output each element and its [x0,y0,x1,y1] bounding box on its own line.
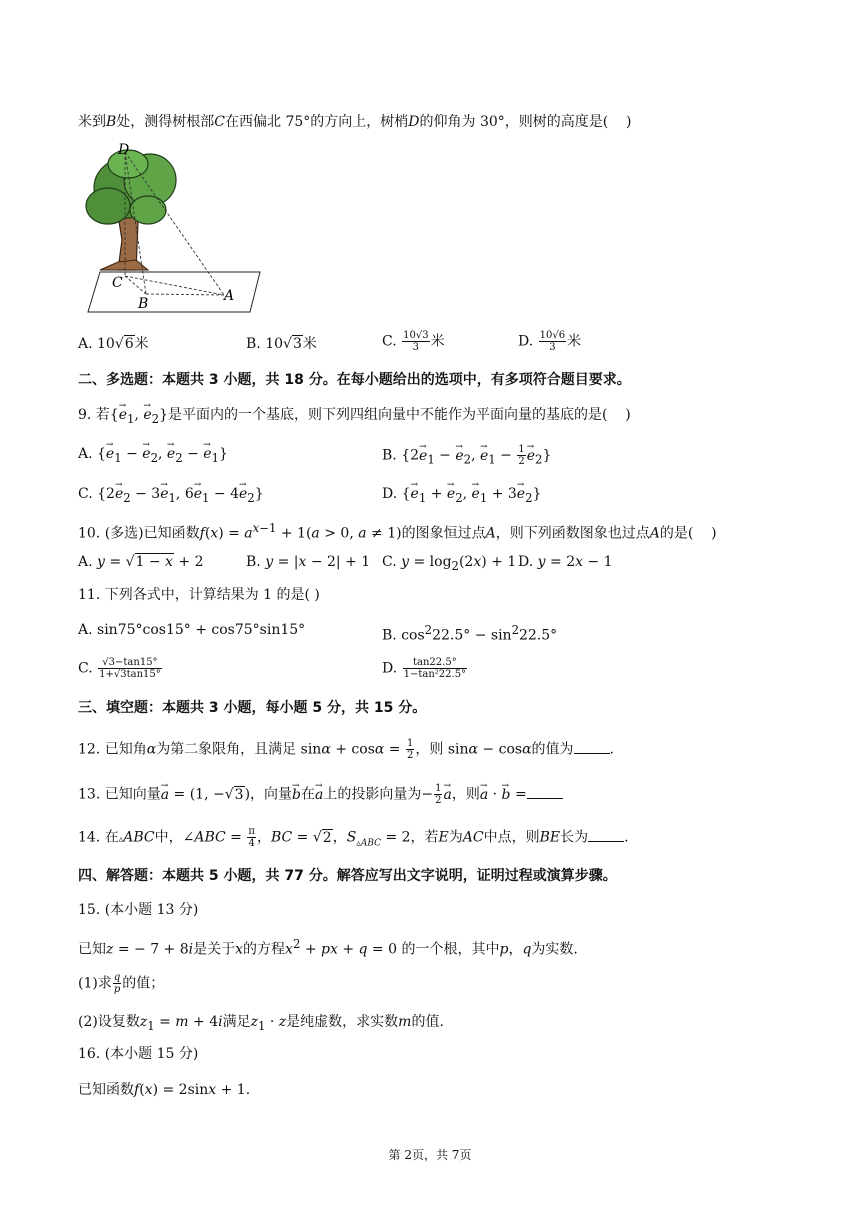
q10-stem: 10. (多选)已知函数$f(x) = a^{x-1} + 1(a > 0$, a ≠ 1)的图象恒过点A，则下列函数图象也过点A的是( ) [78,521,717,542]
q15-part1: (1)求 $\frac{q}{p}$ 的值； [78,972,165,995]
q10-option-c: C. $y = \log_2(2x) + 1$ [382,554,517,573]
q16-stem: 已知函数f(x) = 2sinx + 1. [78,1082,251,1098]
q14-stem: 14. 在▵ABC中，∠ABC = $\frac{\pi}{4}$ ，BC = √2，$S_{▵ABC} = 2$，若E为AC中点，则BE长为 . [78,826,629,849]
page-footer: 第 2页，共 7页 [388,1148,472,1162]
q9-option-c: C. {$2\to e_2 - 3\to e_1$, $6\to e_1 - 4\to e_2$} [78,484,264,508]
q10-option-d: D. y = 2x − 1 [518,554,613,570]
q11-option-c: C. $\frac{√3-\tan 15^\circ}{1+√3\tan 15^\circ}$ [78,657,161,680]
section-2-heading: 二、多选题：本题共 3 小题，共 18 分。在每小题给出的选项中，有多项符合题目要求。 [78,372,631,388]
q10-option-a: A. y = √1 − x + 2 [78,554,204,570]
q10-option-b: B. y = |x − 2| + 1 [246,554,371,570]
label-D: D [118,142,130,158]
q9-option-b: B. {$2\to e_1$ − → $e_2$, → $e_1$ − $\frac{1}{2}$ → $e_2$} [382,444,551,469]
q9-option-a: A. {→ $e_1$ − → $e_2$, → $e_2$ − → $e_1$} [78,444,228,468]
q11-option-d: D. $\frac{\tan 22.5^\circ}{\text{1−tan²22.5°}}$ [382,657,467,680]
q8-stem: 米到B处，测得树根部C在西偏北 75°的方向上，树梢D的仰角为 30°，则树的高度是( ) [78,114,632,130]
q11-option-a: A. sin75°cos15° + cos75°sin15° [78,622,306,638]
q15-title: 15. (本小题 13 分) [78,902,199,918]
label-C: C [112,275,123,291]
section-3-heading: 三、填空题：本题共 3 小题，每小题 5 分，共 15 分。 [78,700,427,716]
q8-option-c: C. $\frac{10√3}{3}$ 米 [382,330,445,353]
q8-option-a: A. 10√6米 [78,336,149,352]
q8-option-d: D. $\frac{10√6}{3}$ 米 [518,330,582,353]
q12-stem: 12. 已知角α为第二象限角，且满足 sinα + cosα = $\frac{1}{2}$ ，则 sinα − cosα的值为 . [78,738,614,761]
q11-option-b: B. $\cos^222.5^\circ - \sin^222.5^\circ$ [382,623,558,644]
section-4-heading: 四、解答题：本题共 5 小题，共 77 分。解答应写出文字说明，证明过程或演算步骤。 [78,868,617,884]
q9-stem: 9. 若{→ $e_1$, → $e_2$}是平面内的一个基底，则下列四组向量中不能作为平面向量的基底的是( ) [78,405,631,429]
q8-option-b: B. 10√3米 [246,336,317,352]
label-A: A [224,288,235,304]
q15-stem: 已知z = − 7 + 8i是关于x的方程$x^2$ + px + q = 0 的一个根，其中p，q为实数. [78,937,578,958]
q15-part2: (2)设复数$z_1 = m + 4i$满足$z_1 \cdot z$是纯虚数，求实数m的值. [78,1014,444,1033]
q16-title: 16. (本小题 15 分) [78,1046,199,1062]
tree-figure [78,140,278,315]
q11-stem: 11. 下列各式中，计算结果为 1 的是( ) [78,587,320,603]
label-B: B [138,296,149,312]
q9-option-d: D. {→ $e_1$ + → $e_2$, → $e_1 + 3\to e_2$} [382,484,541,508]
q13-stem: 13. 已知向量→ a = (1, −√3)，向量→ b在→ a上的投影向量为− $\frac{1}{2}$ → a，则→ a · → b = [78,783,563,806]
